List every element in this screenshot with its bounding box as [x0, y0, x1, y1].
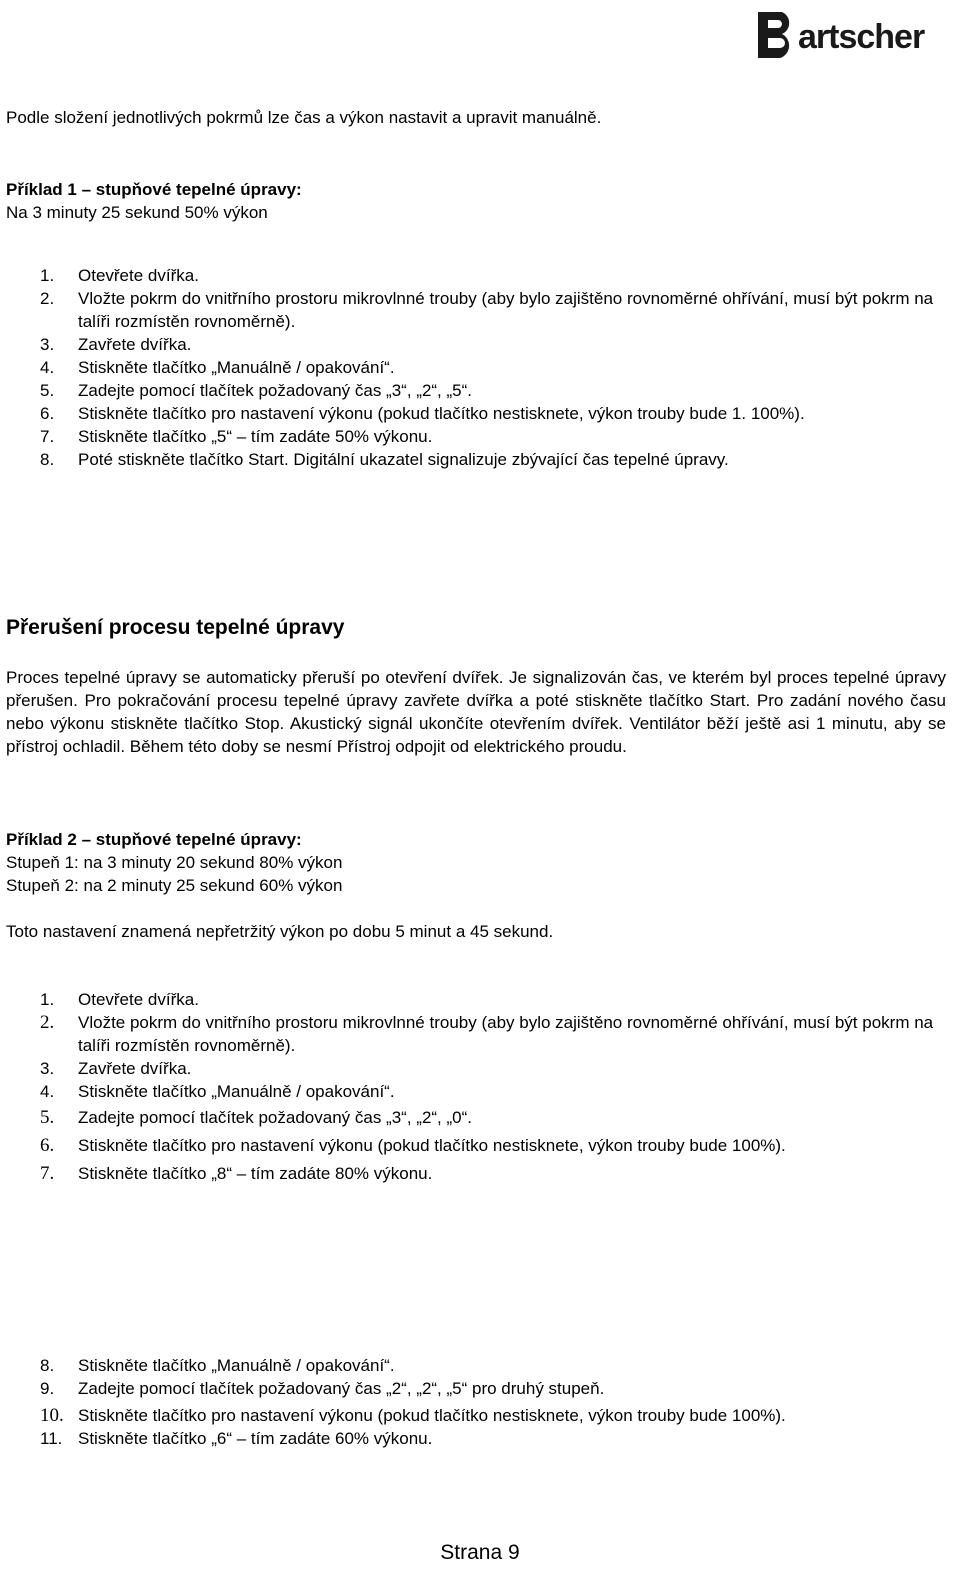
list-item: 1. Otevřete dvířka. — [40, 990, 199, 1009]
interruption-paragraph: Proces tepelné úpravy se automaticky přeruší po otevření dvířek. Je signalizován čas, ve kterém byl proces tepelné úpravy přerušen. Pro pokračování procesu tepelné úpravy zavřete dvířka a poté stiskněte tlačítko Start. Pro zadání nového času nebo výkonu stiskněte tlačítko Stop. Akustický signál ukončíte otevřením dvířek. Ventilátor běží ještě asi 1 minutu, aby se přístroj ochladil. Během této doby se nesmí Přístroj odpojit od elektrického proudu. — [6, 668, 946, 756]
example2-steps-b — [40, 1354, 946, 1450]
list-item: 5. Zadejte pomocí tlačítek požadovaný čas „3“, „2“, „0“. — [40, 1107, 473, 1128]
list-item: 1. Otevřete dvířka. — [40, 266, 199, 285]
list-item: 2. Vložte pokrm do vnitřního prostoru mikrovlnné trouby (aby bylo zajištěno rovnoměrné ohřívání, musí být pokrm na talíři rozmístěn rovnoměrně). — [40, 289, 934, 331]
list-item: 7. Stiskněte tlačítko „8“ – tím zadáte 80% výkonu. — [40, 1163, 433, 1184]
bartscher-logo — [750, 4, 950, 60]
list-item: 4. Stiskněte tlačítko „Manuálně / opakování“. — [40, 358, 395, 377]
list-item: 4. Stiskněte tlačítko „Manuálně / opakování“. — [40, 1082, 395, 1101]
list-item: 6. Stiskněte tlačítko pro nastavení výkonu (pokud tlačítko nestisknete, výkon trouby bude 100%). — [40, 1135, 786, 1156]
example1-title: Příklad 1 – stupňové tepelné úpravy: — [6, 180, 302, 199]
page-number: Strana 9 — [440, 1541, 520, 1564]
example1-steps — [40, 264, 946, 471]
list-item: 9. Zadejte pomocí tlačítek požadovaný čas „2“, „2“, „5“ pro druhý stupeň. — [40, 1379, 605, 1398]
svg-text:artscher: artscher — [798, 18, 925, 56]
intro-text: Podle složení jednotlivých pokrmů lze čas a výkon nastavit a upravit manuálně. — [6, 108, 602, 127]
list-item: 8. Poté stiskněte tlačítko Start. Digitální ukazatel signalizuje zbývající čas tepelné úpravy. — [40, 450, 729, 469]
list-item: 3. Zavřete dvířka. — [40, 1059, 192, 1078]
list-item: 7. Stiskněte tlačítko „5“ – tím zadáte 50% výkonu. — [40, 427, 433, 446]
list-item: 10. Stiskněte tlačítko pro nastavení výkonu (pokud tlačítko nestisknete, výkon trouby bude 100%). — [40, 1405, 786, 1426]
list-item: 11. Stiskněte tlačítko „6“ – tím zadáte 60% výkonu. — [40, 1429, 433, 1448]
example2-note: Toto nastavení znamená nepřetržitý výkon po dobu 5 minut a 45 sekund. — [6, 922, 554, 941]
list-item: 3. Zavřete dvířka. — [40, 335, 192, 354]
example2-steps-a — [40, 988, 946, 1185]
list-item: 2. Vložte pokrm do vnitřního prostoru mikrovlnné trouby (aby bylo zajištěno rovnoměrné ohřívání, musí být pokrm na talíři rozmístěn rovnoměrně). — [40, 1012, 934, 1055]
example1-subtitle: Na 3 minuty 25 sekund 50% výkon — [6, 203, 268, 222]
example2-stage1: Stupeň 1: na 3 minuty 20 sekund 80% výkon — [6, 853, 343, 872]
list-item: 8. Stiskněte tlačítko „Manuálně / opakování“. — [40, 1356, 395, 1375]
list-item: 6. Stiskněte tlačítko pro nastavení výkonu (pokud tlačítko nestisknete, výkon trouby bude 1. 100%). — [40, 404, 805, 423]
section-heading: Přerušení procesu tepelné úpravy — [6, 616, 345, 639]
example2-stage2: Stupeň 2: na 2 minuty 25 sekund 60% výkon — [6, 876, 343, 895]
example2-title: Příklad 2 – stupňové tepelné úpravy: — [6, 830, 302, 849]
list-item: 5. Zadejte pomocí tlačítek požadovaný čas „3“, „2“, „5“. — [40, 381, 473, 400]
